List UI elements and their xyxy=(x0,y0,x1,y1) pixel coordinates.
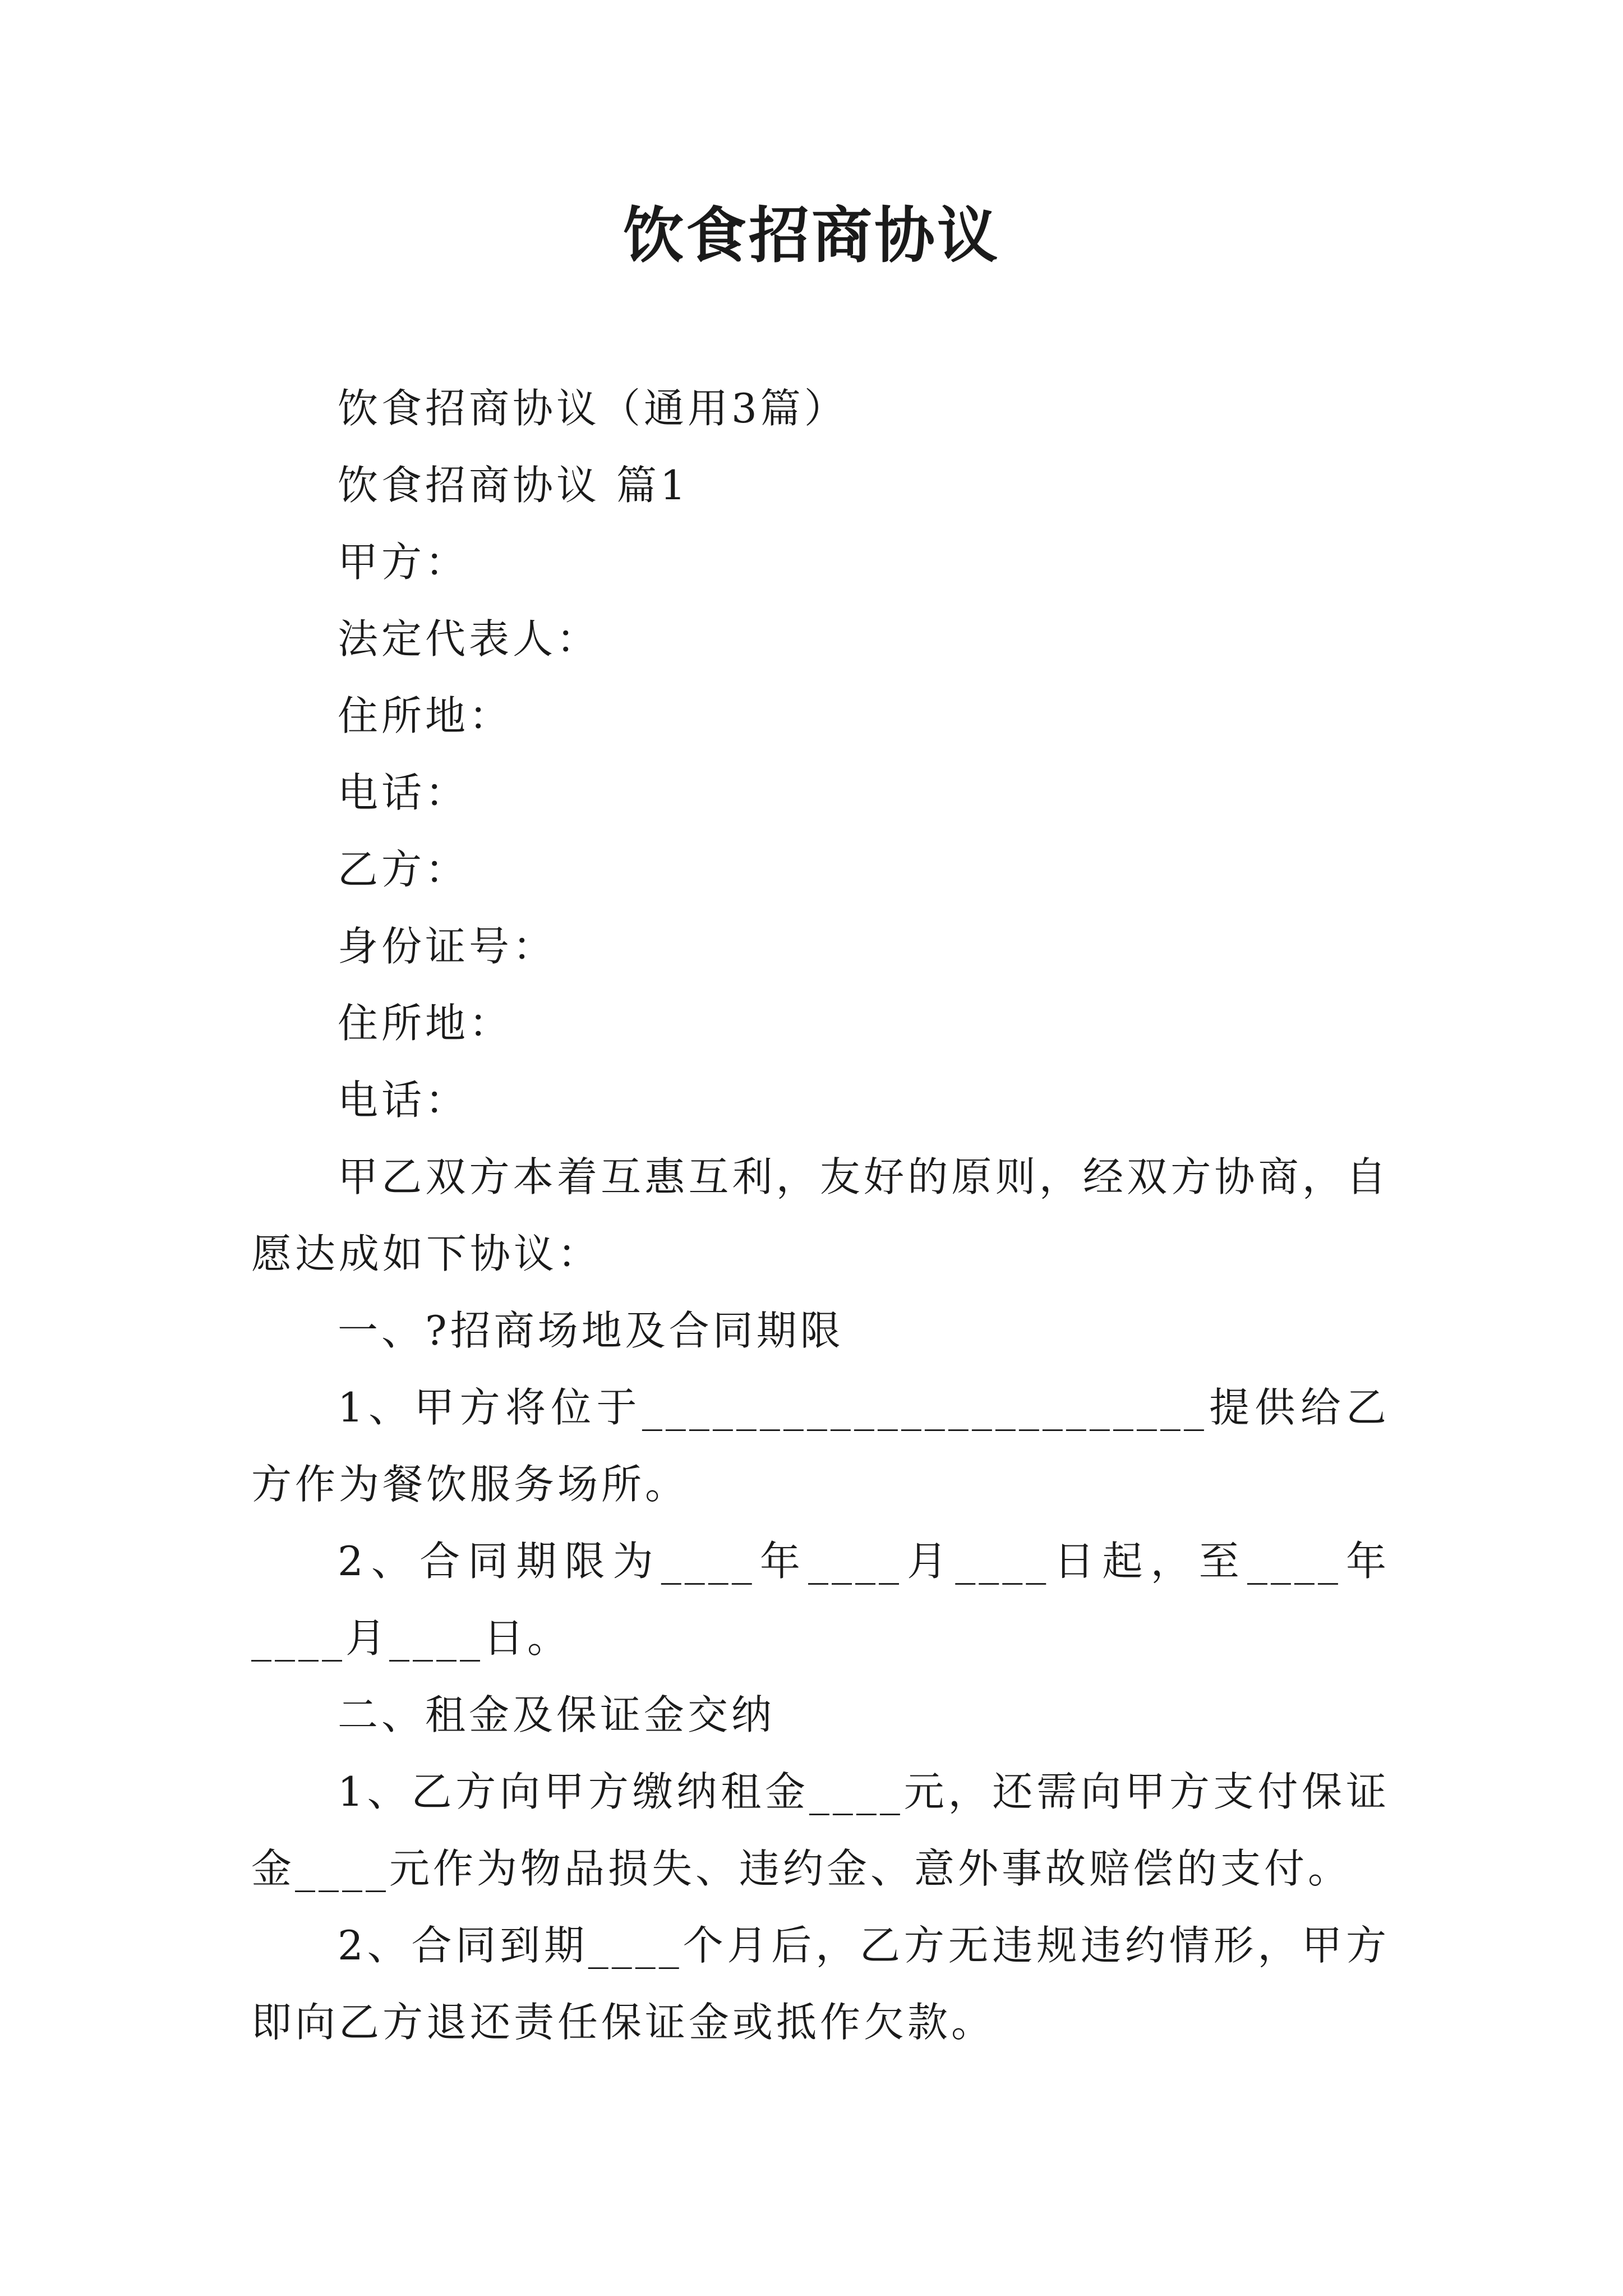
document-title: 饮食招商协议 xyxy=(623,200,1000,271)
field-id-number: 身份证号： xyxy=(338,923,557,970)
clause2-heading: 二、租金及保证金交纳 xyxy=(338,1691,776,1738)
clause2-item2: 2、合同到期____个月后，乙方无违规违约情形，甲方即向乙方退还责任保证金或抵作欠款。 xyxy=(251,1922,1390,2046)
field-party-a: 甲方： xyxy=(338,539,469,586)
clause1-item1: 1、甲方将位于________________________提供给乙方作为餐饮服务场所。 xyxy=(251,1384,1390,1508)
document-body xyxy=(251,370,1390,2061)
clause1-item2: 2、合同期限为____年____月____日起，至____年____月____日。 xyxy=(251,1538,1390,1662)
document-subtitle: 饮食招商协议（通用3篇） xyxy=(338,385,848,432)
field-phone-b: 电话： xyxy=(338,1076,469,1124)
clause2-item1: 1、乙方向甲方缴纳租金____元，还需向甲方支付保证金____元作为物品损失、违约金、意外事故赔偿的支付。 xyxy=(251,1768,1390,1892)
field-phone-a: 电话： xyxy=(338,769,469,816)
section-heading: 饮食招商协议 篇1 xyxy=(338,462,689,509)
clause1-heading: 一、?招商场地及合同期限 xyxy=(338,1307,844,1354)
field-address-b: 住所地： xyxy=(338,1000,513,1047)
field-legal-rep: 法定代表人： xyxy=(338,615,601,662)
intro-paragraph: 甲乙双方本着互惠互利，友好的原则，经双方协商，自愿达成如下协议： xyxy=(251,1153,1390,1277)
field-party-b: 乙方： xyxy=(338,846,469,893)
field-address-a: 住所地： xyxy=(338,692,513,739)
